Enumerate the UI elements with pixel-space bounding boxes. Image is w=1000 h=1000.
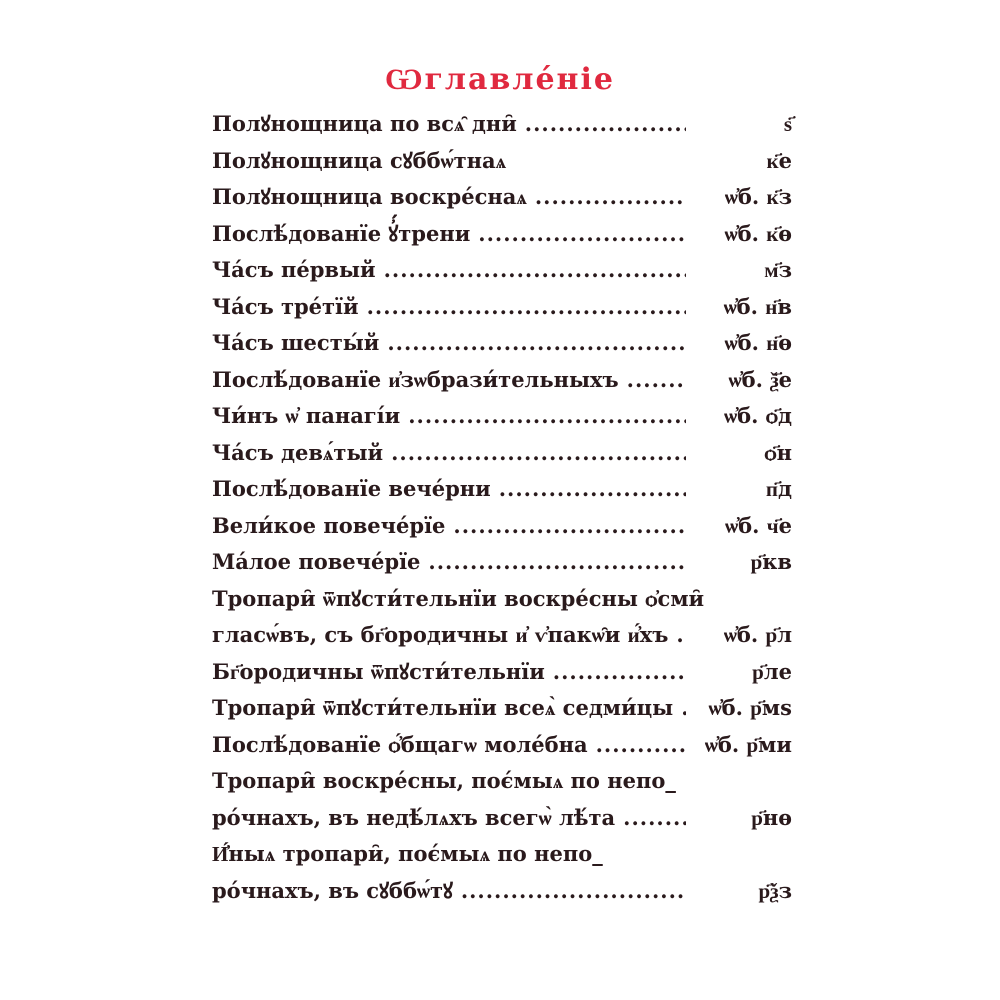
- toc-leader-dots: [676, 617, 686, 654]
- toc-leader-dots: [525, 106, 686, 143]
- toc-entry-title: Полꙋнощница сꙋббѡ́тнаѧ: [212, 147, 507, 173]
- toc-entry-title: Тропари̑ ѿпꙋсти́тельнїи всеѧ̀ седми́цы: [212, 695, 674, 720]
- toc-entry-title: ро́чнахъ, въ сꙋббѡ́тꙋ: [212, 877, 453, 903]
- toc-entry: [212, 690, 792, 727]
- toc-page-number: ѡ҆б. ч҃е: [725, 512, 792, 538]
- toc-entry: [212, 325, 792, 362]
- toc-entry-title: гласѡ́въ, съ бг҃ородичны и҆ ѵ҆пакѡ̑и и҆́хъ: [212, 622, 669, 647]
- page-title: Ѡглавле́ніе: [384, 62, 615, 97]
- toc-entry: [212, 289, 792, 326]
- toc-entry-title: ро́чнахъ, въ недѣ́лѧхъ всегѡ̀ лѣ́та: [212, 804, 616, 830]
- toc-entry: [212, 763, 792, 800]
- toc-entry-title: Послѣ́дованїе ѻ҆́бщагѡ моле́бна: [212, 731, 588, 757]
- toc-entry-title: Ча́съ шесты́й: [212, 330, 380, 355]
- toc-page-number: ѻ҃н: [764, 439, 792, 465]
- toc-page-number: р҃ѯз: [758, 877, 792, 903]
- toc-leader-dots: [453, 508, 686, 545]
- toc-entry-title: Послѣ́дованїе и҆зѡбрази́тельныхъ: [212, 366, 619, 392]
- toc-page-number: ѡ҆б. р҃ми: [704, 731, 792, 757]
- toc-entry-title: Послѣ́дованїе ꙋ҆́трени: [212, 220, 471, 246]
- toc-leader-dots: [681, 690, 686, 727]
- toc-entry-title: И҆́ныѧ тропари̑, поє́мыѧ по непо_: [212, 841, 603, 866]
- toc-entry-title: Ма́лое повече́рїе: [212, 549, 421, 574]
- toc-leader-dots: [478, 216, 686, 253]
- toc-entry: [212, 398, 792, 435]
- toc-page-number: ѡ҆б. ѻ҃д: [724, 403, 792, 428]
- toc-entry: [212, 252, 792, 289]
- toc-page-number: р҃нѳ: [751, 804, 792, 830]
- toc-entry: [212, 836, 792, 873]
- toc-entry: [212, 362, 792, 399]
- table-of-contents: [212, 106, 792, 909]
- toc-leader-dots: [596, 727, 686, 764]
- toc-leader-dots: [391, 435, 686, 472]
- toc-entry: [212, 654, 792, 691]
- toc-entry-title: Ча́съ тре́тїй: [212, 293, 359, 319]
- toc-leader-dots: [408, 398, 686, 435]
- toc-entry: [212, 873, 792, 910]
- toc-page-number: ѕ҃: [783, 111, 792, 136]
- toc-leader-dots: [535, 179, 686, 216]
- toc-entry: [212, 106, 792, 143]
- toc-entry-title: Тропари̑ воскре́сны, поє́мыѧ по непо_: [212, 768, 676, 793]
- toc-page-number: ѡ҆б. н҃в: [723, 293, 792, 319]
- toc-entry-title: Бг҃ородичны ѿпꙋсти́тельнїи: [212, 658, 545, 684]
- toc-leader-dots: [384, 252, 686, 289]
- toc-entry: [212, 179, 792, 216]
- toc-leader-dots: [461, 873, 686, 910]
- toc-leader-dots: [428, 544, 686, 581]
- toc-entry-title: Вели́кое повече́рїе: [212, 512, 446, 538]
- toc-entry: [212, 471, 792, 508]
- toc-entry: [212, 617, 792, 654]
- toc-entry: [212, 216, 792, 253]
- toc-page-number: ѡ҆б. р҃мѕ: [708, 695, 792, 720]
- toc-leader-dots: [627, 362, 686, 399]
- toc-leader-dots: [553, 654, 686, 691]
- toc-entry: [212, 800, 792, 837]
- toc-entry-title: Послѣ́дованїе вече́рни: [212, 476, 491, 501]
- toc-page-number: м҃з: [764, 257, 792, 282]
- toc-entry: [212, 435, 792, 472]
- toc-page-number: к҃е: [766, 147, 792, 173]
- toc-entry-title: Тропари̑ ѿпꙋсти́тельнїи воскре́сны ѻ҆сми̑: [212, 585, 705, 611]
- toc-page-number: ѡ҆б. к҃ѳ: [724, 220, 792, 246]
- toc-entry: [212, 143, 792, 180]
- toc-entry: [212, 581, 792, 618]
- toc-entry-title: Ча́съ девѧ́тый: [212, 439, 384, 465]
- toc-leader-dots: [387, 325, 686, 362]
- toc-entry-title: Чи́нъ ѡ҆ панагі́и: [212, 403, 401, 428]
- toc-entry-title: Полꙋнощница по всѧ̑ дни̑: [212, 111, 517, 136]
- toc-page-number: ѡ҆б. ѯ҃е: [728, 366, 792, 392]
- toc-page-number: п҃д: [765, 476, 792, 501]
- toc-entry: [212, 508, 792, 545]
- toc-page-number: ѡ҆б. р҃л: [723, 622, 792, 647]
- toc-page-number: ѡ҆б. н҃ѳ: [724, 330, 792, 355]
- toc-entry-title: Полꙋнощница воскре́снаѧ: [212, 184, 527, 209]
- toc-leader-dots: [499, 471, 686, 508]
- toc-entry-title: Ча́съ пе́рвый: [212, 257, 376, 282]
- toc-page-number: ѡ҆б. к҃з: [724, 184, 792, 209]
- toc-leader-dots: [367, 289, 686, 326]
- toc-entry: [212, 727, 792, 764]
- toc-page-number: р҃ле: [752, 658, 792, 684]
- toc-page-number: р҃кв: [750, 549, 792, 574]
- toc-leader-dots: [623, 800, 686, 837]
- toc-entry: [212, 544, 792, 581]
